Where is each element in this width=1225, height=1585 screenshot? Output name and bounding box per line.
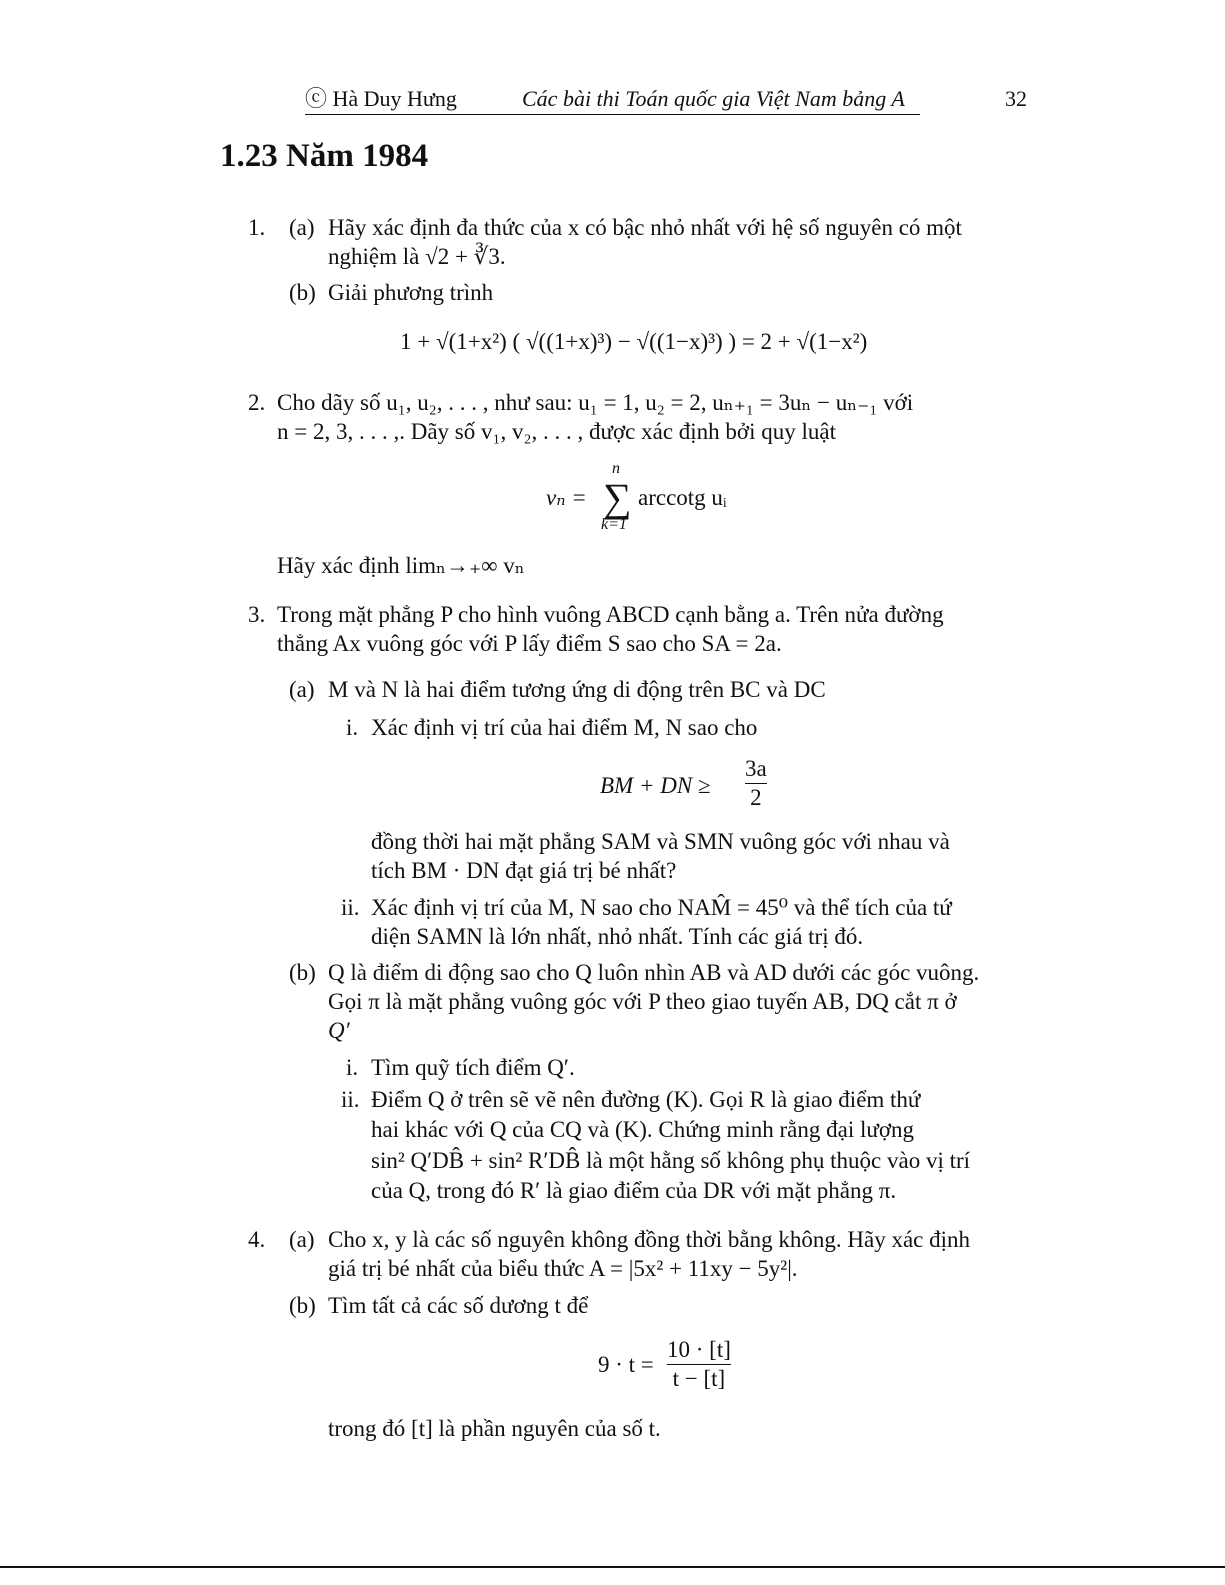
equation-right: arccotg uᵢ [638,485,727,510]
problem-3b-ii-label: ii. [341,1087,360,1112]
problem-3b-ii-text: sin² Q′DB̂ + sin² R′DB̂ là một hằng số không phụ thuộc vào vị trí [371,1148,971,1173]
problem-3a-label: (a) [289,677,315,702]
problem-3b-text: Q là điểm di động sao cho Q luôn nhìn AB và AD dưới các góc vuông. [328,960,980,985]
problem-3b-i-label: i. [346,1055,359,1080]
problem-1a-text: nghiệm là √2 + ∛3. [328,244,506,269]
problem-1b-label: (b) [289,280,316,305]
problem-1a-text: Hãy xác định đa thức của x có bậc nhỏ nhất với hệ số nguyên có một [328,215,962,240]
denominator: t − [t] [672,1366,726,1391]
problem-3b-label: (b) [289,960,316,985]
page-number: 32 [1005,86,1027,111]
problem-3a-i-text: Xác định vị trí của hai điểm M, N sao cho [371,715,758,740]
problem-2-number: 2. [248,390,266,415]
denominator: 2 [750,785,762,810]
problem-4b-text: trong đó [t] là phần nguyên của số t. [328,1416,661,1441]
problem-4-number: 4. [248,1227,266,1252]
problem-3a-ii-label: ii. [341,895,360,920]
fraction [745,755,767,812]
header-author: ⓒ Hà Duy Hưng [305,86,457,111]
problem-3a-i-text: tích BM · DN đạt giá trị bé nhất? [371,858,677,883]
problem-2-text: Cho dãy số u₁, u₂, . . . , như sau: u₁ = 1, u₂ = 2, uₙ₊₁ = 3uₙ − uₙ₋₁ với [277,390,914,415]
problem-3b-ii-text: Điểm Q ở trên sẽ vẽ nên đường (K). Gọi R là giao điểm thứ [371,1087,921,1112]
problem-3b-i-text: Tìm quỹ tích điểm Q′. [371,1055,575,1080]
problem-3a-ii-text: diện SAMN là lớn nhất, nhỏ nhất. Tính các giá trị đó. [371,924,864,949]
problem-4b-text: Tìm tất cả các số dương t để [328,1293,589,1318]
equation-left: vₙ = [546,485,587,510]
numerator: 3a [745,756,767,781]
problem-3a-ii-text: Xác định vị trí của M, N sao cho NAM̂ = 45⁰ và thể tích của tứ [371,895,952,920]
header-rule [305,114,920,115]
problem-3a-i-text: đồng thời hai mặt phẳng SAM và SMN vuông góc với nhau và [371,829,950,854]
problem-4a-text: Cho x, y là các số nguyên không đồng thời bằng không. Hãy xác định [328,1227,971,1252]
problem-2-question: Hãy xác định limₙ→₊∞ vₙ [277,553,525,578]
sum-lower-limit: k=1 [601,516,627,533]
problem-1a-label: (a) [289,215,315,240]
equation-left: 9 · t = [598,1352,654,1377]
header-book-title: Các bài thi Toán quốc gia Việt Nam bảng A [522,86,905,111]
problem-1b-text: Giải phương trình [328,280,494,305]
problem-3b-ii-text: hai khác với Q của CQ và (K). Chứng minh rằng đại lượng [371,1117,915,1142]
problem-3-text: thẳng Ax vuông góc với P lấy điểm S sao cho SA = 2a. [277,631,782,656]
problem-3-number: 3. [248,602,266,627]
problem-4a-label: (a) [289,1227,315,1252]
section-title: 1.23 Năm 1984 [220,138,429,174]
problem-3b-text: Q′ [328,1018,350,1043]
problem-2-text: n = 2, 3, . . . ,. Dãy số v₁, v₂, . . . , được xác định bởi quy luật [277,419,836,444]
sum-upper-limit: n [612,460,620,477]
page-bottom-rule [0,1566,1225,1568]
problem-3b-text: Gọi π là mặt phẳng vuông góc với P theo giao tuyến AB, DQ cắt π ở [328,989,957,1014]
problem-3b-ii-text: của Q, trong đó R′ là giao điểm của DR với mặt phẳng π. [371,1178,897,1203]
problem-3a-i-label: i. [346,715,359,740]
problem-4b-label: (b) [289,1293,316,1318]
problem-1b-equation: 1 + √(1+x²) ( √((1+x)³) − √((1−x)³) ) = 2 + √(1−x²) [400,329,868,354]
problem-1-number: 1. [248,215,266,240]
inequality-left: BM + DN ≥ [600,773,711,798]
numerator: 10 · [t] [667,1337,731,1362]
problem-3a-text: M và N là hai điểm tương ứng di động trên BC và DC [328,677,826,702]
problem-4a-text: giá trị bé nhất của biểu thức A = |5x² + 11xy − 5y²|. [328,1256,798,1281]
summation-sign: ∑ [603,475,632,520]
fraction [667,1336,731,1393]
problem-3-text: Trong mặt phẳng P cho hình vuông ABCD cạnh bằng a. Trên nửa đường [277,602,944,627]
